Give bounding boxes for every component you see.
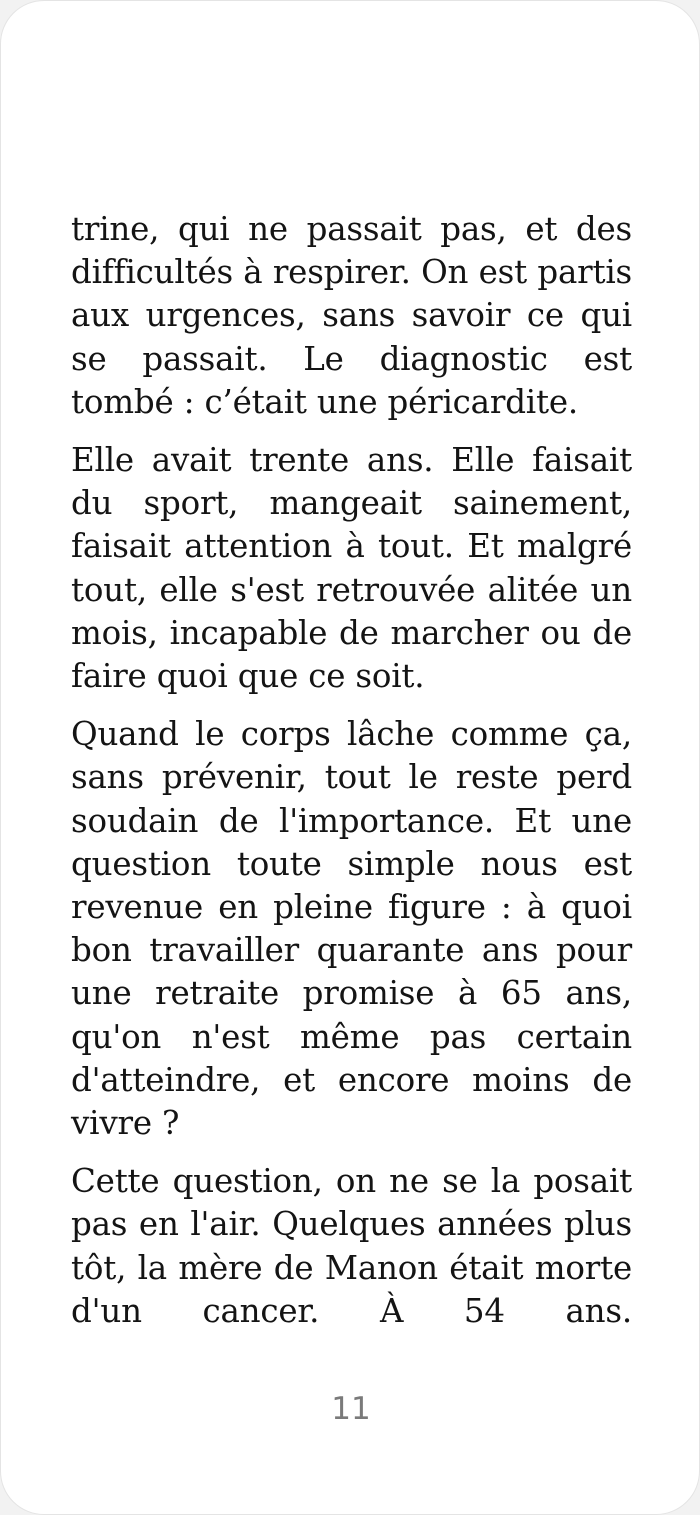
paragraph-4: Cette question, on ne se la posait pas en l'air. Quelques années plus tôt, la mère de Manon était morte d'un cancer. À 54 ans. (71, 1162, 632, 1330)
paragraph-2: Elle avait trente ans. Elle faisait du sport, mangeait sainement, faisait attention à tout. Et malgré tout, elle s'est retrouvée alitée un mois, incapable de marcher ou de faire quoi que ce soit. (71, 441, 632, 696)
book-text (71, 208, 632, 1348)
paragraph-1: trine, qui ne passait pas, et des difficultés à respirer. On est partis aux urgences, sans savoir ce qui se passait. Le diagnostic est tombé : c’était une péricardite. (71, 210, 632, 421)
paragraph-3: Quand le corps lâche comme ça, sans prévenir, tout le reste perd soudain de l'importance. Et une question toute simple nous est revenue en pleine figure : à quoi bon travailler quarante ans pour une retraite promise à 65 ans, qu'on n'est même pas certain d'atteindre, et encore moins de vivre ? (71, 715, 632, 1143)
page-number: 11 (331, 1391, 371, 1427)
